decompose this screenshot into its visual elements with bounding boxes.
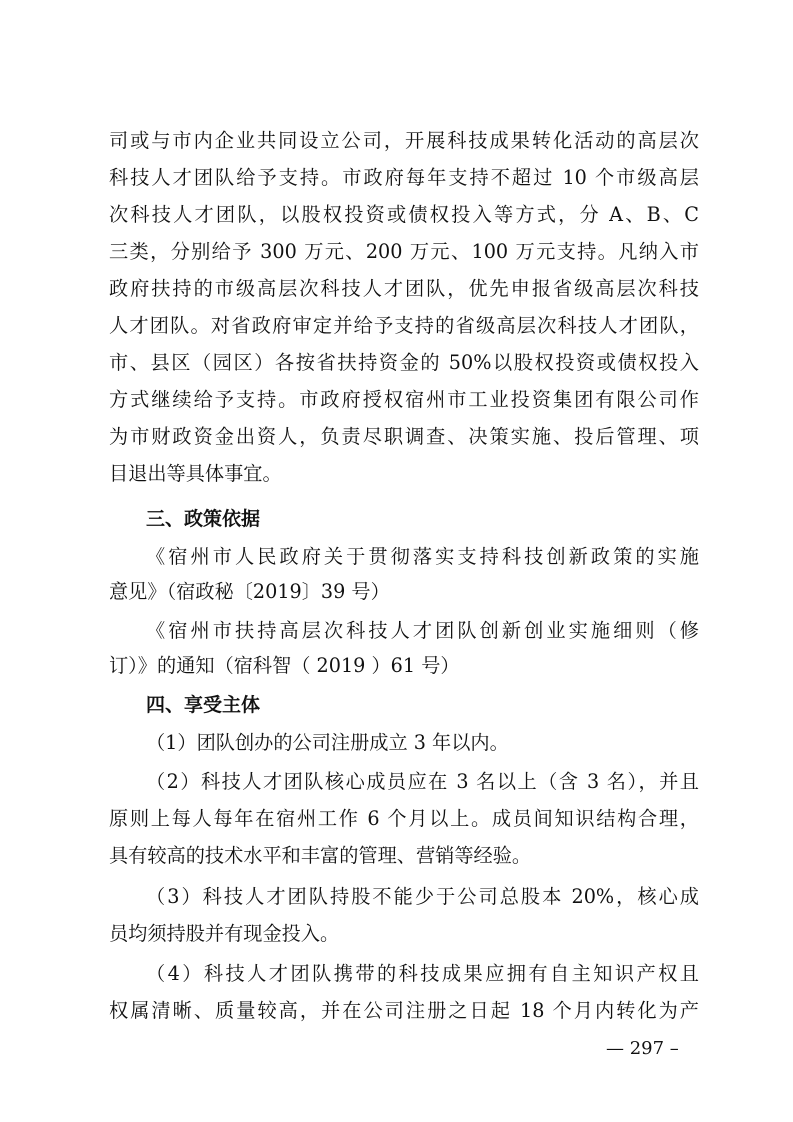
body-text-line: 目退出等具体事宜。 <box>109 462 282 485</box>
body-text-line: 司或与市内企业共同设立公司，开展科技成果转化活动的高层次 <box>109 129 699 152</box>
list-item-line: 员均须持股并有现金投入。 <box>109 922 340 945</box>
section-heading-policy-basis: 三、政策依据 <box>146 508 261 530</box>
list-item-line: 原则上每人每年在宿州工作 6 个月以上。成员间知识结构合理， <box>109 807 699 830</box>
body-text-line: 三类，分别给予 300 万元、200 万元、100 万元支持。凡纳入市 <box>109 240 699 263</box>
body-text-line: 人才团队。对省政府审定并给予支持的省级高层次科技人才团队， <box>109 314 699 337</box>
list-item-line: （4）科技人才团队携带的科技成果应拥有自主知识产权且 <box>146 962 699 985</box>
body-text-line: 为市财政资金出资人，负责尽职调查、决策实施、投后管理、项 <box>109 425 699 448</box>
reference-line: 《宿州市扶持高层次科技人才团队创新创业实施细则（修 <box>146 619 699 642</box>
body-text-line: 政府扶持的市级高层次科技人才团队，优先申报省级高层次科技 <box>109 277 699 300</box>
reference-line: 订）》的通知（宿科智（ 2019 ）61 号） <box>109 654 460 677</box>
page-number: — 297 – <box>606 1038 679 1059</box>
list-item-line: 具有较高的技术水平和丰富的管理、营销等经验。 <box>109 844 532 867</box>
list-item-line: 权属清晰、质量较高，并在公司注册之日起 18 个月内转化为产 <box>109 999 699 1022</box>
list-item-line: （3）科技人才团队持股不能少于公司总股本 20%，核心成 <box>146 885 699 908</box>
reference-line: 意见》（宿政秘〔2019〕39 号） <box>109 580 390 603</box>
body-text-line: 科技人才团队给予支持。市政府每年支持不超过 10 个市级高层 <box>109 166 699 189</box>
body-text-line: 次科技人才团队，以股权投资或债权投入等方式，分 A、B、C <box>109 203 699 226</box>
list-item-line: （1）团队创办的公司注册成立 3 年以内。 <box>146 731 509 754</box>
body-text-line: 方式继续给予支持。市政府授权宿州市工业投资集团有限公司作 <box>109 388 699 411</box>
list-item-line: （2）科技人才团队核心成员应在 3 名以上（含 3 名），并且 <box>146 770 699 793</box>
section-heading-beneficiaries: 四、享受主体 <box>146 694 261 716</box>
reference-line: 《宿州市人民政府关于贯彻落实支持科技创新政策的实施 <box>146 545 699 568</box>
body-text-line: 市、县区（园区）各按省扶持资金的 50%以股权投资或债权投入 <box>109 351 699 374</box>
